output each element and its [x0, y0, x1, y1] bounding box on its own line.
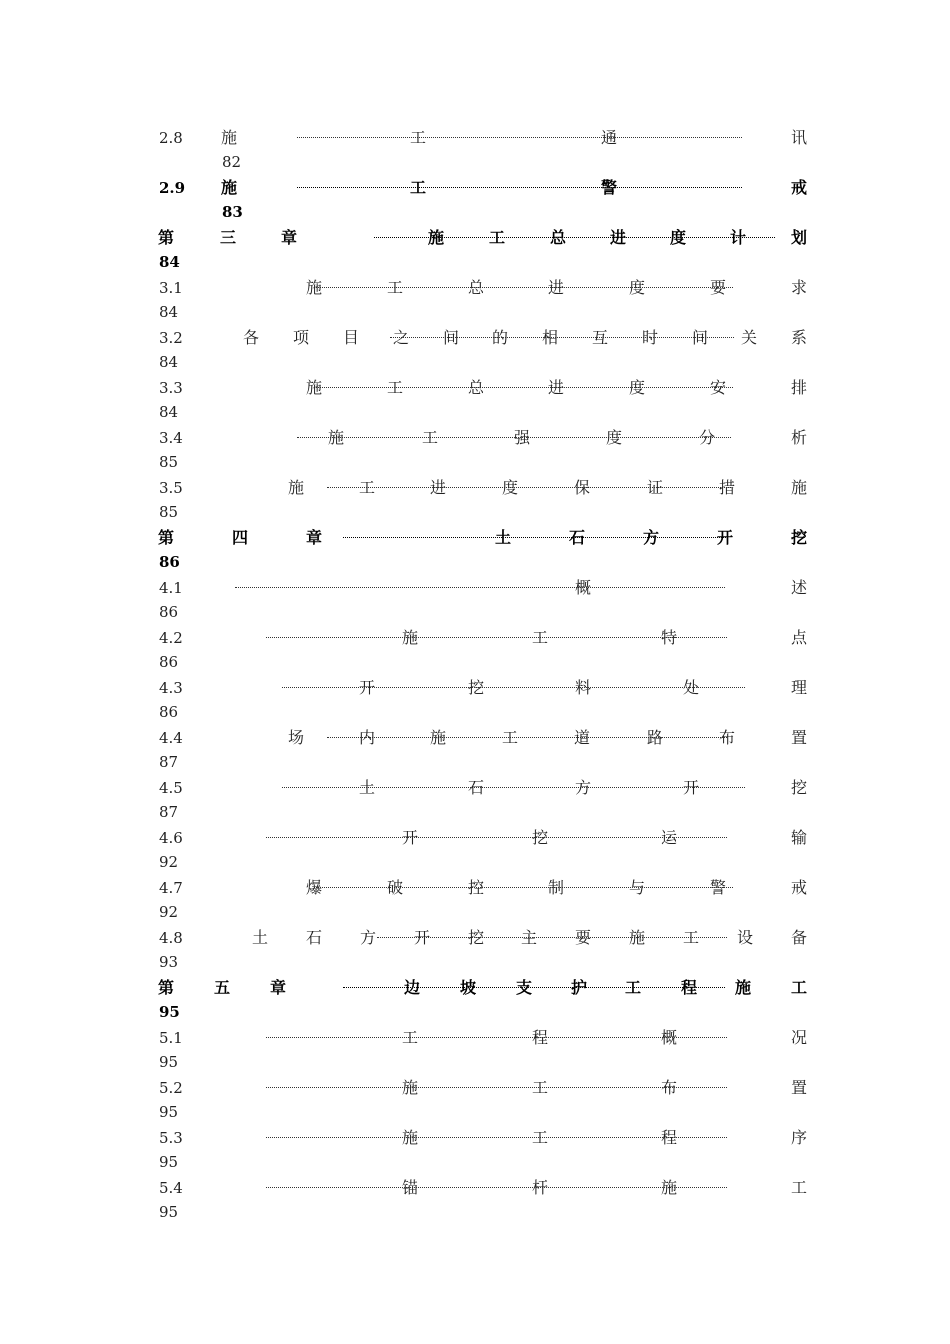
toc-entry: 4.5 土 石 方 开 挖 87: [0, 776, 950, 826]
toc-entry: 4.1 概 述 86: [0, 576, 950, 626]
toc-entry-number: 5.1: [159, 1029, 183, 1047]
toc-leader-dots: [266, 837, 727, 838]
toc-entry-number: 3.4: [159, 429, 183, 447]
toc-entry-number: 3.1: [159, 279, 183, 297]
toc-entry: 4.3 开 挖 料 处 理 86: [0, 676, 950, 726]
toc-entry: 3.5 施 工 进 度 保 证 措 施 85: [0, 476, 950, 526]
toc-leader-dots: [266, 1037, 727, 1038]
toc-entry-number: 3.3: [159, 379, 183, 397]
toc-leader-dots: [314, 887, 733, 888]
toc-entry-page: 86: [159, 703, 179, 721]
toc-entry-page: 86: [159, 653, 179, 671]
toc-entry-page: 84: [159, 353, 179, 371]
toc-entry: 5.4 锚 杆 施 工 95: [0, 1176, 950, 1226]
toc-leader-dots: [327, 487, 731, 488]
toc-leader-dots: [266, 637, 727, 638]
toc-entry-number: 4.1: [159, 579, 183, 597]
toc-entry: 第 四 章 土 石 方 开 挖 86: [0, 526, 950, 576]
toc-entry-page: 93: [159, 953, 179, 971]
toc-entry: 5.2 施 工 布 置 95: [0, 1076, 950, 1126]
toc-entry: 5.3 施 工 程 序 95: [0, 1126, 950, 1176]
toc-entry-page: 95: [159, 1053, 179, 1071]
toc-entry-page: 84: [159, 403, 179, 421]
toc-leader-dots: [282, 787, 745, 788]
toc-entry-page: 86: [159, 553, 180, 571]
toc-entry-page: 85: [159, 503, 179, 521]
toc-leader-dots: [266, 1187, 727, 1188]
toc-entry-page: 92: [159, 853, 179, 871]
toc-entry-number: 2.8: [159, 129, 183, 147]
toc-leader-dots: [314, 287, 733, 288]
toc-leader-dots: [343, 537, 728, 538]
toc-leader-dots: [327, 737, 727, 738]
toc-entry-page: 95: [159, 1153, 179, 1171]
toc-entry: 4.7 爆 破 控 制 与 警 戒 92: [0, 876, 950, 926]
toc-entry: 4.8 土 石 方 开 挖 主 要 施 工 设 备 93: [0, 926, 950, 976]
toc-leader-dots: [266, 1137, 727, 1138]
toc-entry: 5.1 工 程 概 况 95: [0, 1026, 950, 1076]
toc-entry-number: 5.3: [159, 1129, 183, 1147]
toc-leader-dots: [282, 687, 745, 688]
toc-entry-page: 85: [159, 453, 179, 471]
toc-entry: 3.1 施 工 总 进 度 要 求 84: [0, 276, 950, 326]
toc-entry-page: 84: [159, 303, 179, 321]
toc-leader-dots: [314, 387, 733, 388]
toc-entry-page: 84: [159, 253, 180, 271]
toc-entry-page: 95: [159, 1203, 179, 1221]
toc-entry-number: 4.8: [159, 929, 183, 947]
toc-entry: 3.4 施 工 强 度 分 析 85: [0, 426, 950, 476]
toc-entry: 4.6 开 挖 运 输 92: [0, 826, 950, 876]
toc-entry-page: 92: [159, 903, 179, 921]
toc-entry-number: 5.2: [159, 1079, 183, 1097]
toc-entry-number: 4.5: [159, 779, 183, 797]
toc-entry-page: 95: [159, 1103, 179, 1121]
toc-entry: 4.2 施 工 特 点 86: [0, 626, 950, 676]
toc-leader-dots: [297, 137, 742, 138]
toc-entry-page: 87: [159, 753, 179, 771]
toc-entry-page: 95: [159, 1003, 180, 1021]
toc-entry-page: 83: [222, 203, 243, 221]
toc-entry-number: 4.4: [159, 729, 183, 747]
toc-entry-number: 3.5: [159, 479, 183, 497]
toc-entry: 3.3 施 工 总 进 度 安 排 84: [0, 376, 950, 426]
toc-entry-page: 86: [159, 603, 179, 621]
toc-entry-page: 82: [222, 153, 242, 171]
toc-entry: 第 五 章 边 坡 支 护 工 程 施 工 95: [0, 976, 950, 1026]
toc-entry: 4.4 场 内 施 工 道 路 布 置 87: [0, 726, 950, 776]
toc-leader-dots: [297, 187, 742, 188]
toc-entry-number: 4.6: [159, 829, 183, 847]
toc-leader-dots: [266, 1087, 727, 1088]
toc-entry-number: 5.4: [159, 1179, 183, 1197]
toc-entry-number: 4.7: [159, 879, 183, 897]
toc-leader-dots: [235, 587, 725, 588]
toc-entry: 2.8 施 工 通 讯 82: [0, 126, 950, 176]
toc-leader-dots: [343, 987, 725, 988]
toc-entry-number: 3.2: [159, 329, 183, 347]
toc-entry: 2.9 施 工 警 戒 83: [0, 176, 950, 226]
toc-entry-page: 87: [159, 803, 179, 821]
toc-entry: 第 三 章 施 工 总 进 度 计 划 84: [0, 226, 950, 276]
toc-entry-number: 2.9: [159, 179, 186, 197]
toc-leader-dots: [390, 337, 734, 338]
toc-entry-number: 4.2: [159, 629, 183, 647]
toc-entry-number: 4.3: [159, 679, 183, 697]
toc-entry: 3.2 各 项 目 之 间 的 相 互 时 间 关 系 84: [0, 326, 950, 376]
